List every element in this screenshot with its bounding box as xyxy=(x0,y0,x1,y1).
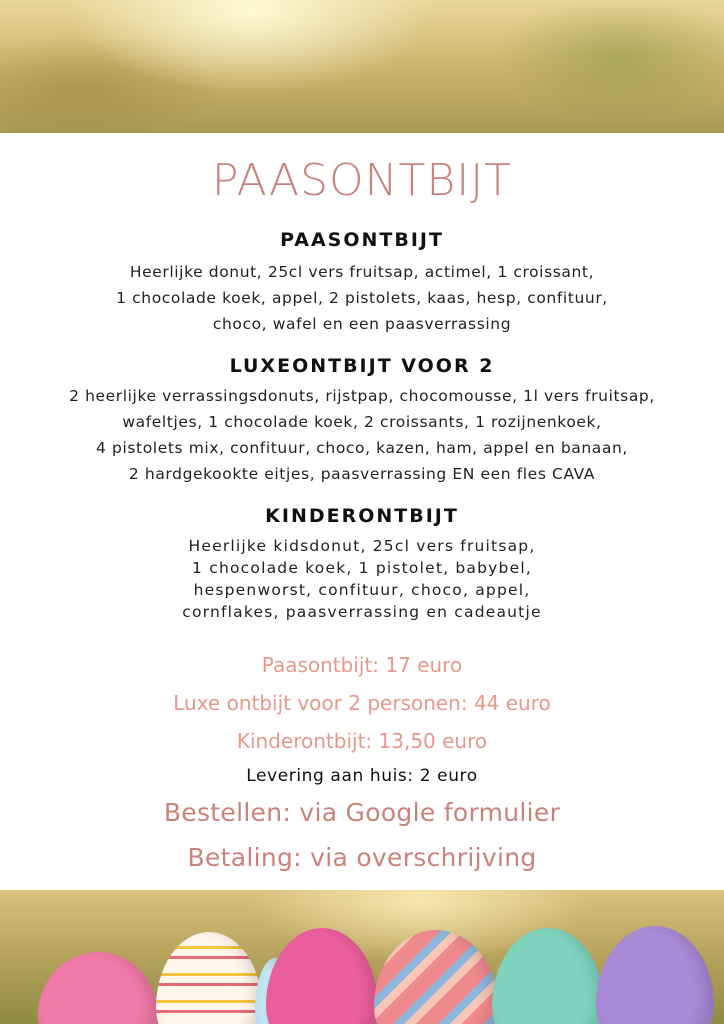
menu-card xyxy=(0,133,724,890)
description-line: 2 heerlijke verrassingsdonuts, rijstpap, chocomousse, 1l vers fruitsap, xyxy=(69,387,655,405)
description-line: cornflakes, paasverrassing en cadeautje xyxy=(182,603,542,621)
easter-egg xyxy=(266,928,378,1024)
header-photo xyxy=(0,0,724,133)
section-body-kinderontbijt xyxy=(20,535,704,623)
section-heading-paasontbijt: PAASONTBIJT xyxy=(280,229,444,251)
description-line: wafeltjes, 1 chocolade koek, 2 croissants, 1 rozijnenkoek, xyxy=(122,413,602,431)
section-heading-kinderontbijt: KINDERONTBIJT xyxy=(265,505,459,527)
description-line: Heerlijke kidsdonut, 25cl vers fruitsap, xyxy=(188,537,536,555)
description-line: choco, wafel en een paasverrassing xyxy=(212,315,512,333)
price-paasontbijt: Paasontbijt: 17 euro xyxy=(261,653,463,677)
page-title: PAASONTBIJT xyxy=(211,155,513,206)
price-kinderontbijt: Kinderontbijt: 13,50 euro xyxy=(236,729,488,753)
description-line: Heerlijke donut, 25cl vers fruitsap, actimel, 1 croissant, xyxy=(129,263,595,281)
section-body-paasontbijt xyxy=(20,259,704,337)
easter-egg xyxy=(38,952,158,1024)
description-line: 1 chocolade koek, 1 pistolet, babybel, xyxy=(192,559,532,577)
section-body-luxeontbijt xyxy=(20,383,704,487)
easter-egg xyxy=(492,928,604,1024)
easter-egg xyxy=(374,930,498,1024)
price-luxeontbijt: Luxe ontbijt voor 2 personen: 44 euro xyxy=(173,691,551,715)
description-line: 2 hardgekookte eitjes, paasverrassing EN een fles CAVA xyxy=(128,465,596,483)
easter-egg xyxy=(156,932,262,1024)
description-line: hespenworst, confituur, choco, appel, xyxy=(193,581,531,599)
easter-eggs-photo xyxy=(0,890,724,1024)
description-line: 1 chocolade koek, appel, 2 pistolets, kaas, hesp, confituur, xyxy=(116,289,608,307)
easter-egg xyxy=(596,926,714,1024)
delivery-fee: Levering aan huis: 2 euro xyxy=(246,766,478,786)
order-info: Bestellen: via Google formulier xyxy=(163,798,561,827)
section-heading-luxeontbijt: LUXEONTBIJT VOOR 2 xyxy=(229,355,495,377)
description-line: 4 pistolets mix, confituur, choco, kazen, ham, appel en banaan, xyxy=(96,439,628,457)
payment-info: Betaling: via overschrijving xyxy=(187,843,537,872)
